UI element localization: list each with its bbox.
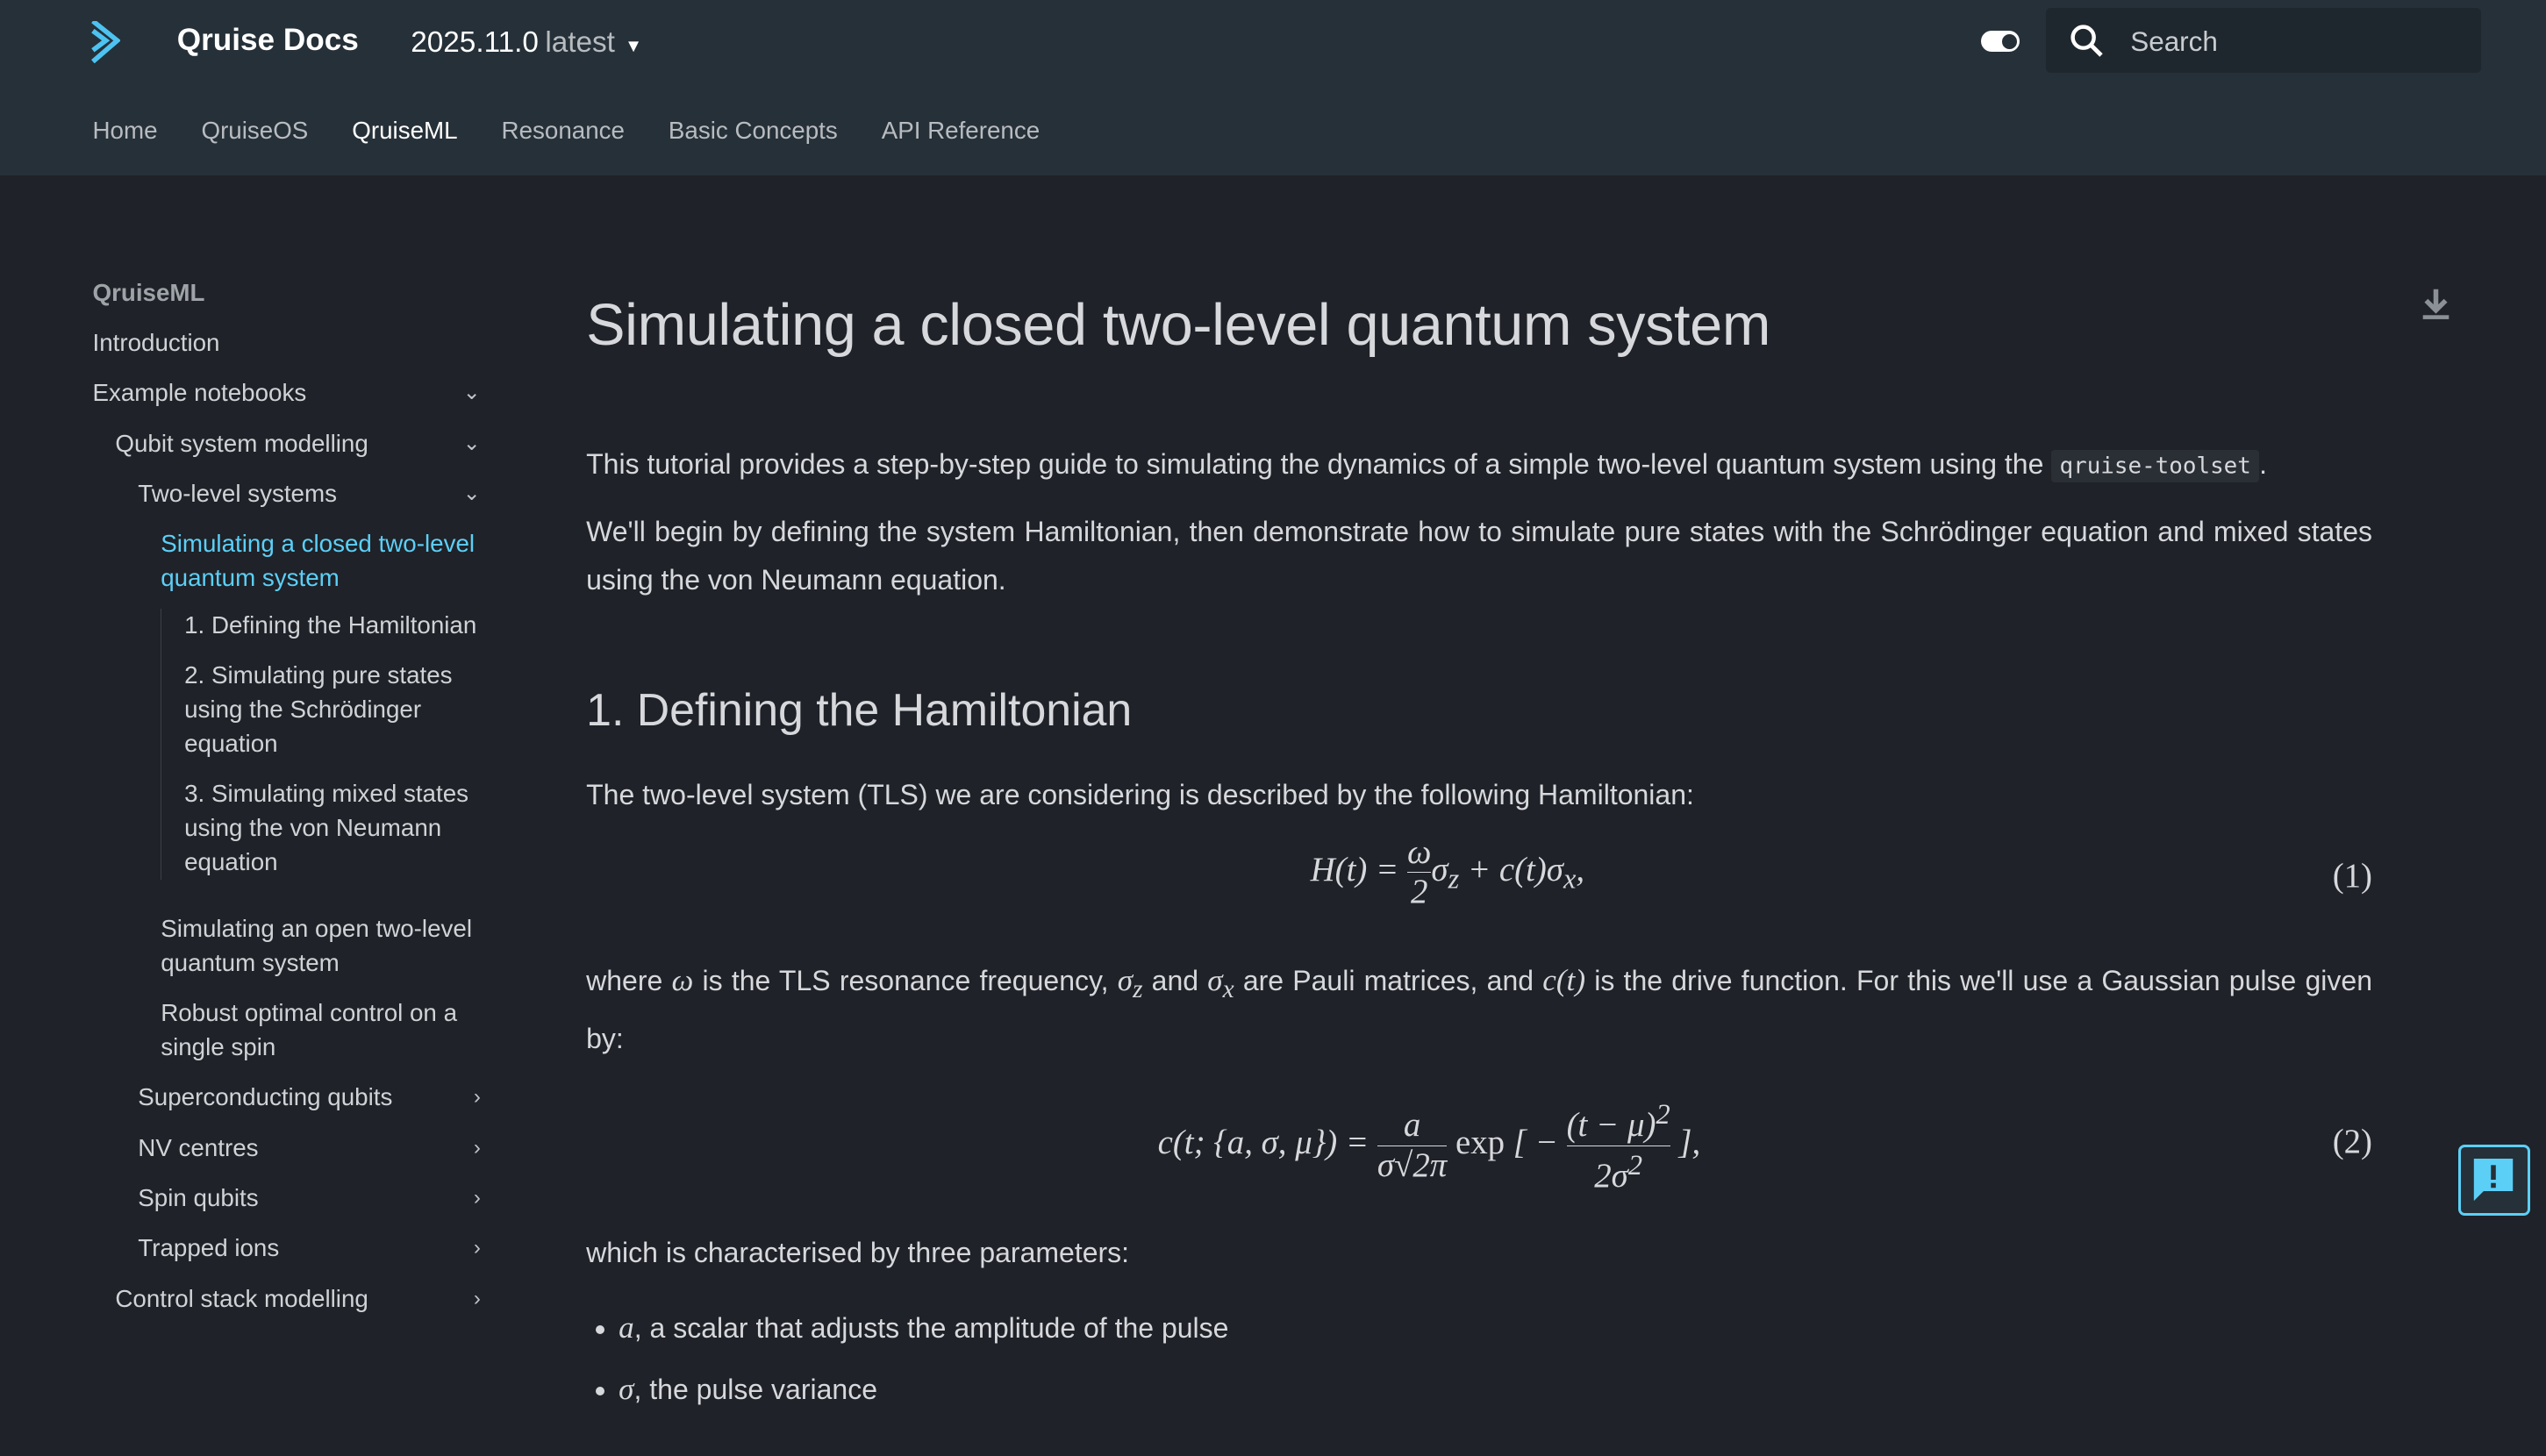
list-item: • σ, the pulse variance [619,1359,2372,1420]
qruise-logo-icon[interactable] [91,21,120,63]
search-icon [2069,23,2105,59]
sidebar-item-example-notebooks[interactable] [92,376,490,410]
sidebar-title[interactable]: QruiseML [92,278,205,306]
parameters-paragraph: which is characterised by three parameters: [586,1237,1130,1269]
sidebar-item-label: Superconducting qubits [138,1083,393,1111]
theme-toggle[interactable] [1981,31,2020,52]
sidebar-item-two-level-systems[interactable] [92,477,490,511]
sidebar-item-control-stack[interactable] [92,1282,490,1317]
sidebar-item-label: NV centres [138,1133,259,1161]
tab-qruiseml[interactable]: QruiseML [352,117,458,145]
sidebar-item-label: Spin qubits [138,1184,259,1212]
chevron-right-icon[interactable]: › [473,1236,481,1260]
equation-1: H(t) = $\frac{\omega}{2}$ $\sigma_z + c(t)\sigma_x$, (1) [1310,832,2372,911]
chevron-down-icon[interactable]: ⌄ [462,482,481,506]
search-box[interactable] [2046,8,2481,73]
intro-paragraph: This tutorial provides a step-by-step guide to simulating the dynamics of a simple two-level quantum system using the qruise-toolset . [586,440,2372,492]
chevron-right-icon[interactable]: › [473,1135,481,1160]
top-header [0,0,2546,175]
sidebar-item-label: Example notebooks [92,379,307,407]
caret-down-icon: ▼ [625,36,643,56]
sidebar-item-label: Two-level systems [138,480,337,508]
sidebar-item-robust-control[interactable]: Robust optimal control on a single spin [161,999,458,1061]
chevron-right-icon[interactable]: › [473,1286,481,1310]
version-number: 2025.11.0 [411,25,539,59]
toc-item-mixed-states[interactable]: 3. Simulating mixed states using the von Neumann equation [184,780,469,876]
equation-number: (2) [2332,1123,2372,1160]
sidebar-item-label: Qubit system modelling [115,429,368,457]
parameter-list [586,1297,2372,1421]
feedback-icon [2461,1147,2526,1212]
tab-basic-concepts[interactable]: Basic Concepts [668,117,838,145]
sidebar-item-qubit-system-modelling[interactable] [92,427,490,461]
sidebar-item-open-two-level[interactable]: Simulating an open two-level quantum system [161,914,472,976]
intro-paragraph-2: We'll begin by defining the system Hamiltonian, then demonstrate how to simulate pure states with the Schrödinger equation and mixed states using the von Neumann equation. [586,515,2372,596]
chevron-down-icon[interactable]: ⌄ [462,431,481,455]
version-tag: latest [545,25,615,59]
package-code: qruise-toolset [2051,450,2259,482]
chevron-right-icon[interactable]: › [473,1085,481,1110]
sidebar-item-label: Trapped ions [138,1234,280,1262]
section-heading: 1. Defining the Hamiltonian [586,683,1133,735]
drive-paragraph: where ω is the TLS resonance frequency, $\sigma_z$ and $\sigma_x$ are Pauli matrices, and c(t) is the drive function. For this we'll use a Gaussian pulse given by: [586,963,2372,1054]
sidebar-item-nv-centres[interactable] [92,1131,490,1166]
sidebar-item-spin-qubits[interactable] [92,1181,490,1216]
tab-resonance[interactable]: Resonance [501,117,625,145]
list-item: • a, a scalar that adjusts the amplitude of the pulse [619,1297,2372,1359]
sidebar-item-trapped-ions[interactable] [92,1231,490,1266]
toc-item-hamiltonian[interactable]: 1. Defining the Hamiltonian [184,610,477,639]
download-icon[interactable] [2420,286,2452,329]
equation-2: c(t; {a, σ, μ}) = $\frac{a}{\sigma√2\pi}$ exp [ − $\frac{(t - \mu)^2}{2\sigma^2}$ ], (2) [1157,1099,2372,1195]
sidebar-item-closed-two-level[interactable]: Simulating a closed two-level quantum system [161,530,476,592]
tab-home[interactable]: Home [92,117,158,145]
page-title: Simulating a closed two-level quantum system [586,293,1770,359]
version-selector[interactable] [411,26,642,60]
main-content [586,292,2372,1420]
top-nav-tabs [92,117,1040,145]
site-title[interactable]: Qruise Docs [176,22,359,57]
sidebar-item-label: Control stack modelling [115,1284,368,1312]
sidebar-nav [92,276,490,1317]
equation-number: (1) [2332,856,2372,895]
sidebar-item-introduction[interactable]: Introduction [92,328,220,356]
sidebar-item-superconducting[interactable] [92,1081,490,1115]
hamiltonian-paragraph: The two-level system (TLS) we are considering is described by the following Hamiltonian: [586,779,1694,811]
feedback-button[interactable] [2458,1145,2529,1216]
chevron-down-icon[interactable]: ⌄ [462,381,481,405]
page-toc [161,609,490,880]
search-input[interactable] [2128,21,2459,63]
chevron-right-icon[interactable]: › [473,1186,481,1210]
intro-text: This tutorial provides a step-by-step guide to simulating the dynamics of a simple two-level quantum system using the [586,447,2044,480]
tab-api-reference[interactable]: API Reference [881,117,1041,145]
tab-qruiseos[interactable]: QruiseOS [201,117,309,145]
toc-item-pure-states[interactable]: 2. Simulating pure states using the Schrödinger equation [184,661,453,758]
